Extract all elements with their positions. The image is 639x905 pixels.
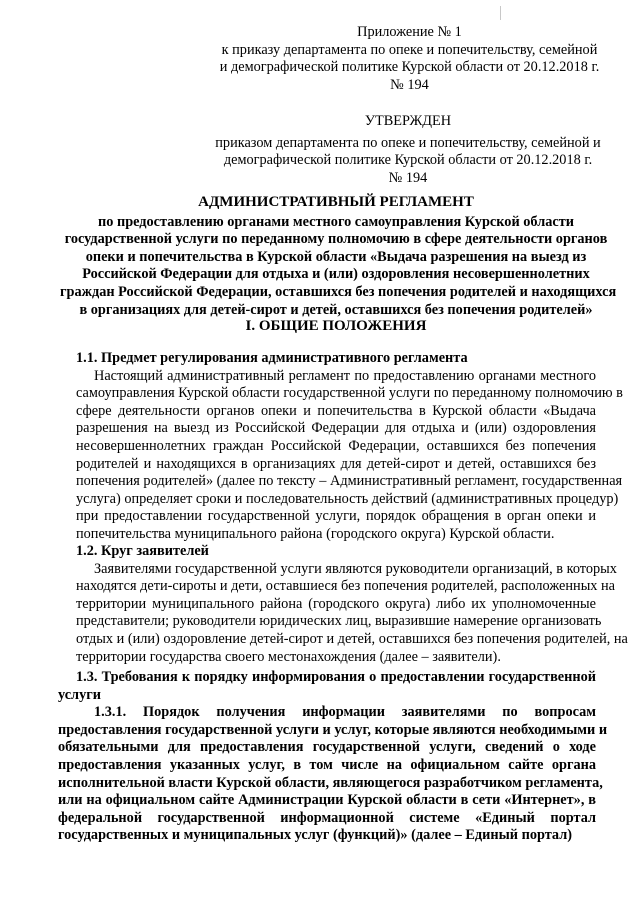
paragraph-line: при предоставлении государственной услуги, порядок обращения в орган опеки и [76, 508, 596, 525]
paragraph-line: исполнительной власти Курской области, являющегося разработчиком регламента, [58, 774, 603, 791]
paragraph-line: предоставления указанных услуг, в том числе на официальном сайте органа [58, 756, 596, 773]
paragraph-line: или на официальном сайте Администрации Курской области в сети «Интернет», в [58, 792, 596, 809]
regulation-title [60, 194, 617, 319]
approval-block [208, 113, 608, 187]
paragraph-line: федеральной государственной информационной системе «Единый портал [58, 809, 596, 826]
paragraph-line: отдых и (или) оздоровление детей-сирот и детей, оставшихся без попечения родителей, на [76, 630, 628, 647]
paragraph-line: государственных и муниципальных услуг (функций)» (далее – Единый портал) [58, 827, 572, 844]
annex-line: Приложение № 1 [357, 24, 462, 40]
paragraph-line: обязательными для предоставления государственной услуги, сведений о ходе [58, 739, 596, 756]
section-heading: I. ОБЩИЕ ПОЛОЖЕНИЯ [245, 318, 427, 334]
scan-mark [500, 6, 501, 20]
paragraph-line: территории государства своего местонахождения (далее – заявители). [76, 648, 501, 665]
subsection-1-3 [58, 669, 608, 845]
subsection-1-2 [76, 543, 628, 666]
document-title: АДМИНИСТРАТИВНЫЙ РЕГЛАМЕНТ [198, 194, 474, 210]
subsection-heading: 1.1. Предмет регулирования административного регламента [76, 350, 468, 366]
approval-heading: УТВЕРЖДЕН [364, 113, 452, 129]
title-line: опеки и попечительства в Курской области «Выдача разрешения на выезд из [85, 248, 587, 265]
approval-line: демографической политике Курской области от 20.12.2018 г. [223, 152, 593, 169]
annex-line: и демографической политике Курской области от 20.12.2018 г. [219, 59, 600, 76]
title-line: государственной услуги по переданному полномочию в сфере деятельности органов [64, 231, 608, 248]
approval-line: № 194 [388, 169, 428, 186]
paragraph-line: предоставления государственной услуги и услуг, которые являются необходимыми и [58, 721, 608, 738]
paragraph-line: родителей и находящихся в организациях для детей-сирот и детей, оставшихся без [76, 455, 596, 472]
paragraph-line: 1.3.1. Порядок получения информации заявителями по вопросам [94, 704, 596, 721]
subsection-heading: 1.3. Требования к порядку информирования о предоставлении государственной [76, 669, 596, 685]
title-line: Российской Федерации для отдыха и (или) оздоровления несовершеннолетних [82, 266, 590, 283]
paragraph-line: несовершеннолетних граждан Российской Федерации, оставшихся без попечения [76, 437, 596, 454]
paragraph-line: попечения родителей» (далее по тексту – Административный регламент, государственная [76, 473, 623, 490]
paragraph-line: сфере деятельности органов опеки и попечительства в Курской области «Выдача [76, 402, 596, 419]
paragraph-line: находятся дети-сироты и дети, оставшиеся без попечения родителей, расположенных на [76, 578, 616, 595]
subsection-heading: 1.2. Круг заявителей [76, 543, 209, 559]
paragraph-line: услуга) определяет сроки и последовательность действий (административных процедур) [76, 490, 619, 507]
subsection-heading-continuation: услуги [58, 686, 101, 703]
approval-line: приказом департамента по опеке и попечительству, семейной и [215, 134, 601, 151]
title-line: граждан Российской Федерации, оставшихся без попечения родителей и находящихся [60, 283, 617, 300]
paragraph-line: территории муниципального района (городского округа) либо их уполномоченные [76, 595, 596, 612]
subsection-1-1 [76, 350, 623, 544]
annex-line: № 194 [390, 76, 429, 93]
paragraph-line: Заявителями государственной услуги являются руководители организаций, в которых [94, 560, 617, 577]
annex-header [212, 24, 607, 94]
annex-line: к приказу департамента по опеке и попечительству, семейной [221, 41, 598, 58]
paragraph-line: разрешения на выезд из Российской Федерации для отдыха и (или) оздоровления [76, 420, 596, 437]
paragraph-line: Настоящий административный регламент по предоставлению органами местного [94, 367, 596, 384]
title-line: в организациях для детей-сирот и детей, оставшихся без попечения родителей» [79, 301, 593, 318]
paragraph-line: попечительства муниципального района (городского округа) Курской области. [76, 525, 555, 542]
title-line: по предоставлению органами местного самоуправления Курской области [98, 213, 574, 230]
paragraph-line: представители; руководители юридических лиц, выразившие намерение организовать [76, 613, 602, 630]
paragraph-line: самоуправления Курской области государственной услуги по переданному полномочию в [76, 385, 623, 402]
